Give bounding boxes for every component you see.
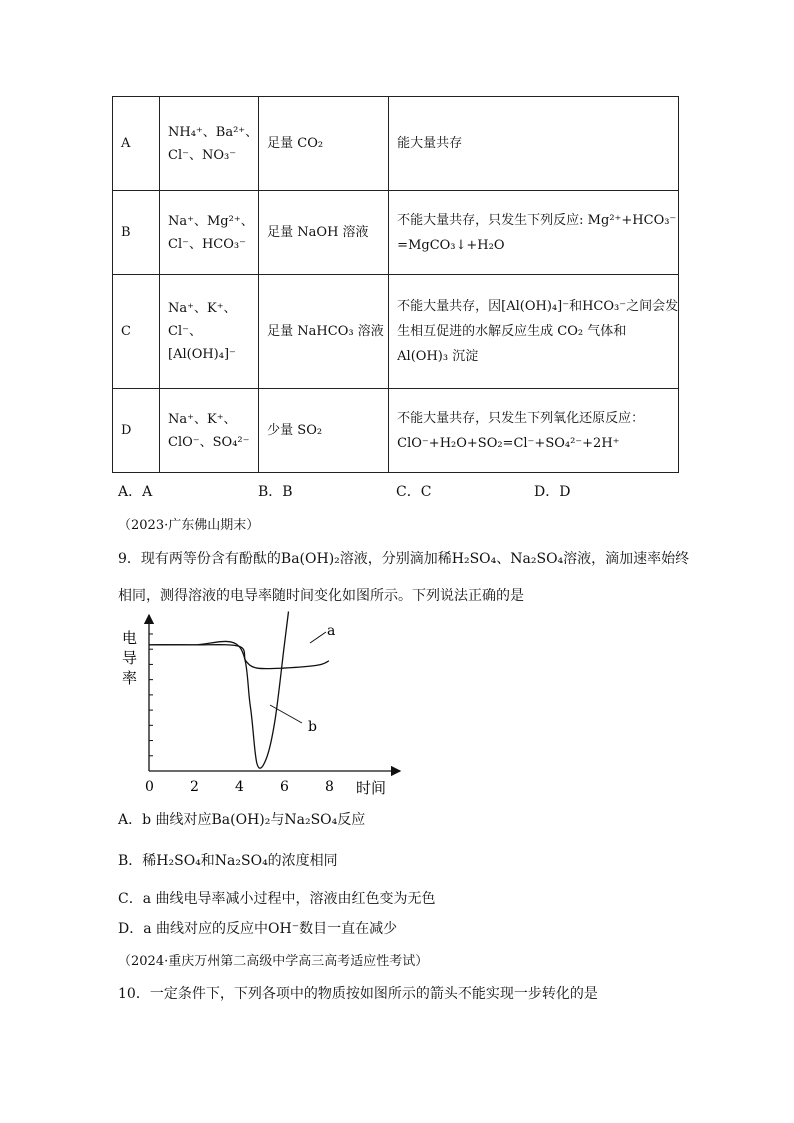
q9-option-c[interactable]: C．a 曲线电导率减小过程中，溶液由红色变为无色 <box>118 891 436 907</box>
explanation-line: ClO⁻+H₂O+SO₂=Cl⁻+SO₄²⁻+2H⁺ <box>397 435 620 451</box>
ion-line: Cl⁻、 <box>168 324 202 339</box>
q8-option-d[interactable]: D．D <box>534 484 571 500</box>
table-row <box>113 389 679 473</box>
x-tick-label: 4 <box>235 779 244 795</box>
reagent: 足量 NaHCO₃ 溶液 <box>259 275 389 389</box>
reagent: 足量 CO₂ <box>259 97 389 191</box>
q9-stem-line2: 相同，测得溶液的电导率随时间变化如图所示。下列说法正确的是 <box>118 588 524 604</box>
curve-b-label: b <box>308 719 317 735</box>
explanation <box>389 97 679 191</box>
ion-line: Cl⁻、NO₃⁻ <box>168 147 237 163</box>
q9-option-d[interactable]: D．a 曲线对应的反应中OH⁻数目一直在减少 <box>118 921 398 937</box>
q10-stem: 10．一定条件下，下列各项中的物质按如图所示的箭头不能实现一步转化的是 <box>118 986 598 1002</box>
ion-group <box>160 389 259 473</box>
explanation-line: 不能大量共存，因[Al(OH)₄]⁻和HCO₃⁻之间会发 <box>397 299 679 314</box>
curve-a <box>149 645 329 669</box>
q10-source: （2024·重庆万州第二高级中学高三高考适应性考试） <box>118 954 429 969</box>
ion-line: [Al(OH)₄]⁻ <box>168 347 236 362</box>
ion-line: Na⁺、K⁺、 <box>168 411 237 427</box>
reagent: 少量 SO₂ <box>259 389 389 473</box>
ion-line: Na⁺、K⁺、 <box>168 301 237 316</box>
table-row <box>113 191 679 275</box>
q9-source: （2023·广东佛山期末） <box>118 518 260 533</box>
table-row <box>113 275 679 389</box>
ion-group <box>160 275 259 389</box>
ion-group <box>160 191 259 275</box>
x-tick-label: 6 <box>280 779 289 795</box>
y-axis-label: 电导率 <box>122 629 138 687</box>
option-label: D <box>113 389 160 473</box>
x-tick-label: 8 <box>325 779 334 795</box>
explanation-line: 能大量共存 <box>397 136 463 151</box>
ion-line: Na⁺、Mg²⁺、 <box>168 213 254 229</box>
options-table <box>112 96 679 473</box>
option-label: C <box>113 275 160 389</box>
explanation-line: =MgCO₃↓+H₂O <box>397 237 505 253</box>
explanation <box>389 275 679 389</box>
curve-b <box>149 612 289 769</box>
ion-line: ClO⁻、SO₄²⁻ <box>168 434 250 450</box>
explanation-line: 不能大量共存，只发生下列氧化还原反应： <box>397 410 645 426</box>
q9-option-b[interactable]: B．稀H₂SO₄和Na₂SO₄的浓度相同 <box>118 853 338 869</box>
table-row <box>113 97 679 191</box>
explanation-line: 生相互促进的水解反应生成 CO₂ 气体和 <box>397 324 627 339</box>
option-label: B <box>113 191 160 275</box>
curve-a-leader <box>310 632 326 643</box>
explanation-line: Al(OH)₃ 沉淀 <box>397 349 479 364</box>
explanation <box>389 191 679 275</box>
q9-option-a[interactable]: A．b 曲线对应Ba(OH)₂与Na₂SO₄反应 <box>118 812 366 828</box>
reagent: 足量 NaOH 溶液 <box>259 191 389 275</box>
ion-group <box>160 97 259 191</box>
conductivity-chart <box>112 605 412 800</box>
curve-a-label: a <box>327 623 336 639</box>
q9-stem-line1: 9．现有两等份含有酚酞的Ba(OH)₂溶液，分别滴加稀H₂SO₄、Na₂SO₄溶液，滴加速率始终 <box>118 551 690 567</box>
option-label: A <box>113 97 160 191</box>
x-axis-label: 时间 <box>356 779 387 797</box>
q8-option-b[interactable]: B．B <box>258 484 293 500</box>
q8-option-c[interactable]: C．C <box>396 484 432 500</box>
explanation <box>389 389 679 473</box>
ion-line: NH₄⁺、Ba²⁺、 <box>168 124 259 140</box>
explanation-line: 不能大量共存，只发生下列反应: Mg²⁺+HCO₃⁻ <box>397 212 677 228</box>
q8-option-a[interactable]: A．A <box>118 484 153 500</box>
x-tick-label: 0 <box>145 779 154 795</box>
x-tick-label: 2 <box>190 779 199 795</box>
ion-line: Cl⁻、HCO₃⁻ <box>168 236 246 252</box>
x-tick-labels <box>145 779 334 795</box>
